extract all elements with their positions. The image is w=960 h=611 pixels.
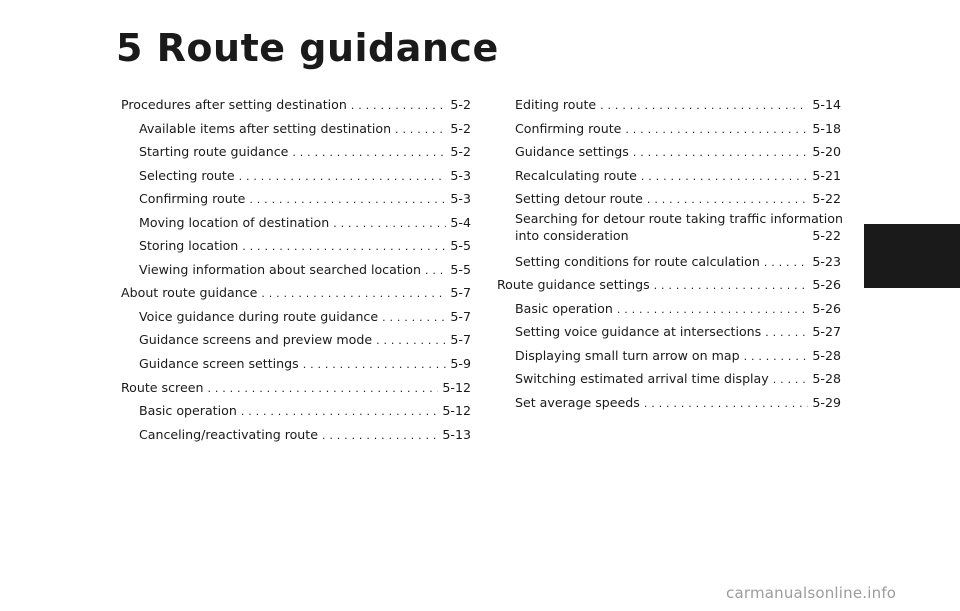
toc-left-column	[121, 93, 471, 446]
toc-entry-page: 5-21	[812, 167, 841, 183]
toc-entry-text: Basic operation	[515, 300, 613, 316]
toc-entry-page: 5-3	[450, 191, 471, 207]
leader-dots	[600, 94, 808, 118]
chapter-title: 5 Route guidance	[116, 26, 499, 70]
toc-entry[interactable]	[121, 117, 471, 141]
toc-entry-page: 5-12	[442, 403, 471, 419]
toc-entry[interactable]	[121, 258, 471, 282]
toc-entry[interactable]	[121, 211, 471, 235]
toc-entry-page: 5-9	[450, 356, 471, 372]
toc-entry[interactable]	[497, 250, 841, 274]
toc-entry-text: Displaying small turn arrow on map	[515, 347, 740, 363]
toc-entry-text: Voice guidance during route guidance	[139, 308, 379, 324]
toc-entry[interactable]	[121, 328, 471, 352]
toc-entry[interactable]	[121, 423, 471, 447]
toc-entry-text: Guidance screens and preview mode	[139, 332, 373, 348]
toc-entry-page: 5-7	[450, 308, 471, 324]
toc-entry-page: 5-7	[450, 285, 471, 301]
toc-entry-page: 5-28	[812, 347, 841, 363]
toc-entry[interactable]	[497, 320, 841, 344]
toc-entry-page: 5-2	[450, 144, 471, 160]
toc-entry-text: Route guidance settings	[497, 277, 650, 293]
toc-entry-page: 5-26	[812, 300, 841, 316]
toc-entry-text: Set average speeds	[515, 395, 640, 411]
toc-entry[interactable]	[497, 117, 841, 141]
toc-entry[interactable]	[497, 164, 841, 188]
toc-entry-page: 5-14	[812, 97, 841, 112]
toc-entry-page: 5-18	[812, 120, 841, 136]
toc-entry-text: Viewing information about searched location	[139, 261, 421, 277]
toc-entry-text: Guidance screen settings	[139, 356, 299, 372]
leader-dots	[654, 274, 809, 298]
toc-entry-page: 5-3	[450, 167, 471, 183]
leader-dots	[425, 259, 446, 283]
toc-entry[interactable]	[497, 93, 841, 117]
toc-entry[interactable]	[121, 140, 471, 164]
toc-entry-text: Setting conditions for route calculation	[515, 253, 760, 269]
toc-entry-text: Procedures after setting destination	[121, 97, 347, 112]
toc-entry-text-line2: into consideration	[515, 227, 629, 243]
leader-dots	[395, 118, 446, 142]
toc-entry-page: 5-12	[442, 379, 471, 395]
toc-entry[interactable]	[497, 344, 841, 368]
toc-entry-text: About route guidance	[121, 285, 258, 301]
toc-entry[interactable]	[121, 164, 471, 188]
leader-dots	[773, 368, 809, 392]
toc-entry-text: Guidance settings	[515, 144, 629, 160]
toc-entry-text: Confirming route	[139, 191, 246, 207]
toc-entry-page: 5-7	[450, 332, 471, 348]
toc-entry-page: 5-26	[812, 277, 841, 293]
toc-entry-page: 5-22	[812, 191, 841, 207]
toc-entry[interactable]	[121, 187, 471, 211]
toc-entry-page: 5-4	[450, 214, 471, 230]
leader-dots	[376, 329, 446, 353]
toc-entry-text: Confirming route	[515, 120, 622, 136]
leader-dots	[644, 392, 809, 416]
toc-entry-text: Route screen	[121, 379, 204, 395]
leader-dots	[382, 306, 446, 330]
toc-entry-page: 5-5	[450, 261, 471, 277]
leader-dots	[617, 298, 809, 322]
toc-entry-text: Recalculating route	[515, 167, 637, 183]
toc-entry-page: 5-2	[450, 97, 471, 112]
toc-entry-text: Editing route	[515, 97, 597, 112]
leader-dots	[292, 141, 446, 165]
toc-entry-page: 5-23	[812, 253, 841, 269]
leader-dots	[261, 282, 446, 306]
toc-entry[interactable]	[121, 376, 471, 400]
toc-entry[interactable]	[497, 211, 841, 250]
toc-entry[interactable]	[497, 140, 841, 164]
leader-dots	[241, 400, 439, 424]
toc-entry[interactable]	[497, 367, 841, 391]
toc-entry-text: Starting route guidance	[139, 144, 289, 160]
toc-entry[interactable]	[497, 391, 841, 415]
leader-dots	[207, 377, 438, 401]
toc-entry-page: 5-20	[812, 144, 841, 160]
toc-entry[interactable]	[121, 305, 471, 329]
toc-entry[interactable]	[121, 93, 471, 117]
leader-dots	[249, 188, 446, 212]
watermark: carmanualsonline.info	[726, 584, 897, 602]
toc-entry-page: 5-5	[450, 238, 471, 254]
leader-dots	[765, 321, 808, 345]
toc-entry-page: 5-22	[812, 227, 841, 243]
leader-dots	[764, 251, 809, 275]
toc-entry-text: Canceling/reactivating route	[139, 426, 318, 442]
toc-entry[interactable]	[121, 281, 471, 305]
toc-entry-page: 5-28	[812, 371, 841, 387]
leader-dots	[744, 345, 809, 369]
toc-entry-text: Moving location of destination	[139, 214, 330, 230]
leader-dots	[333, 212, 446, 236]
toc-entry[interactable]	[121, 352, 471, 376]
toc-entry-text: Basic operation	[139, 403, 237, 419]
toc-entry-page: 5-13	[442, 426, 471, 442]
toc-entry-page: 5-2	[450, 120, 471, 136]
leader-dots	[303, 353, 447, 377]
toc-entry-text-line1: Searching for detour route taking traffic information	[515, 210, 843, 226]
leader-dots	[633, 141, 809, 165]
toc-entry-text: Switching estimated arrival time display	[515, 371, 769, 387]
toc-entry-text: Available items after setting destination	[139, 120, 392, 136]
toc-entry[interactable]	[121, 399, 471, 423]
toc-entry-text: Setting detour route	[515, 191, 643, 207]
leader-dots	[242, 235, 446, 259]
toc-entry-page: 5-29	[812, 395, 841, 411]
leader-dots	[351, 94, 447, 118]
leader-dots	[647, 188, 808, 212]
toc-entry[interactable]	[497, 273, 841, 297]
chapter-tab-marker	[864, 224, 960, 288]
leader-dots	[641, 165, 809, 189]
toc-entry[interactable]	[497, 187, 841, 211]
toc-entry-text: Selecting route	[139, 167, 235, 183]
leader-dots	[322, 424, 438, 448]
toc-entry[interactable]	[497, 297, 841, 321]
toc-entry-text: Storing location	[139, 238, 239, 254]
toc-right-column	[497, 93, 841, 415]
leader-dots	[239, 165, 447, 189]
toc-entry[interactable]	[121, 234, 471, 258]
leader-dots	[625, 118, 808, 142]
toc-entry-text: Setting voice guidance at intersections	[515, 324, 762, 340]
toc-entry-page: 5-27	[812, 324, 841, 340]
